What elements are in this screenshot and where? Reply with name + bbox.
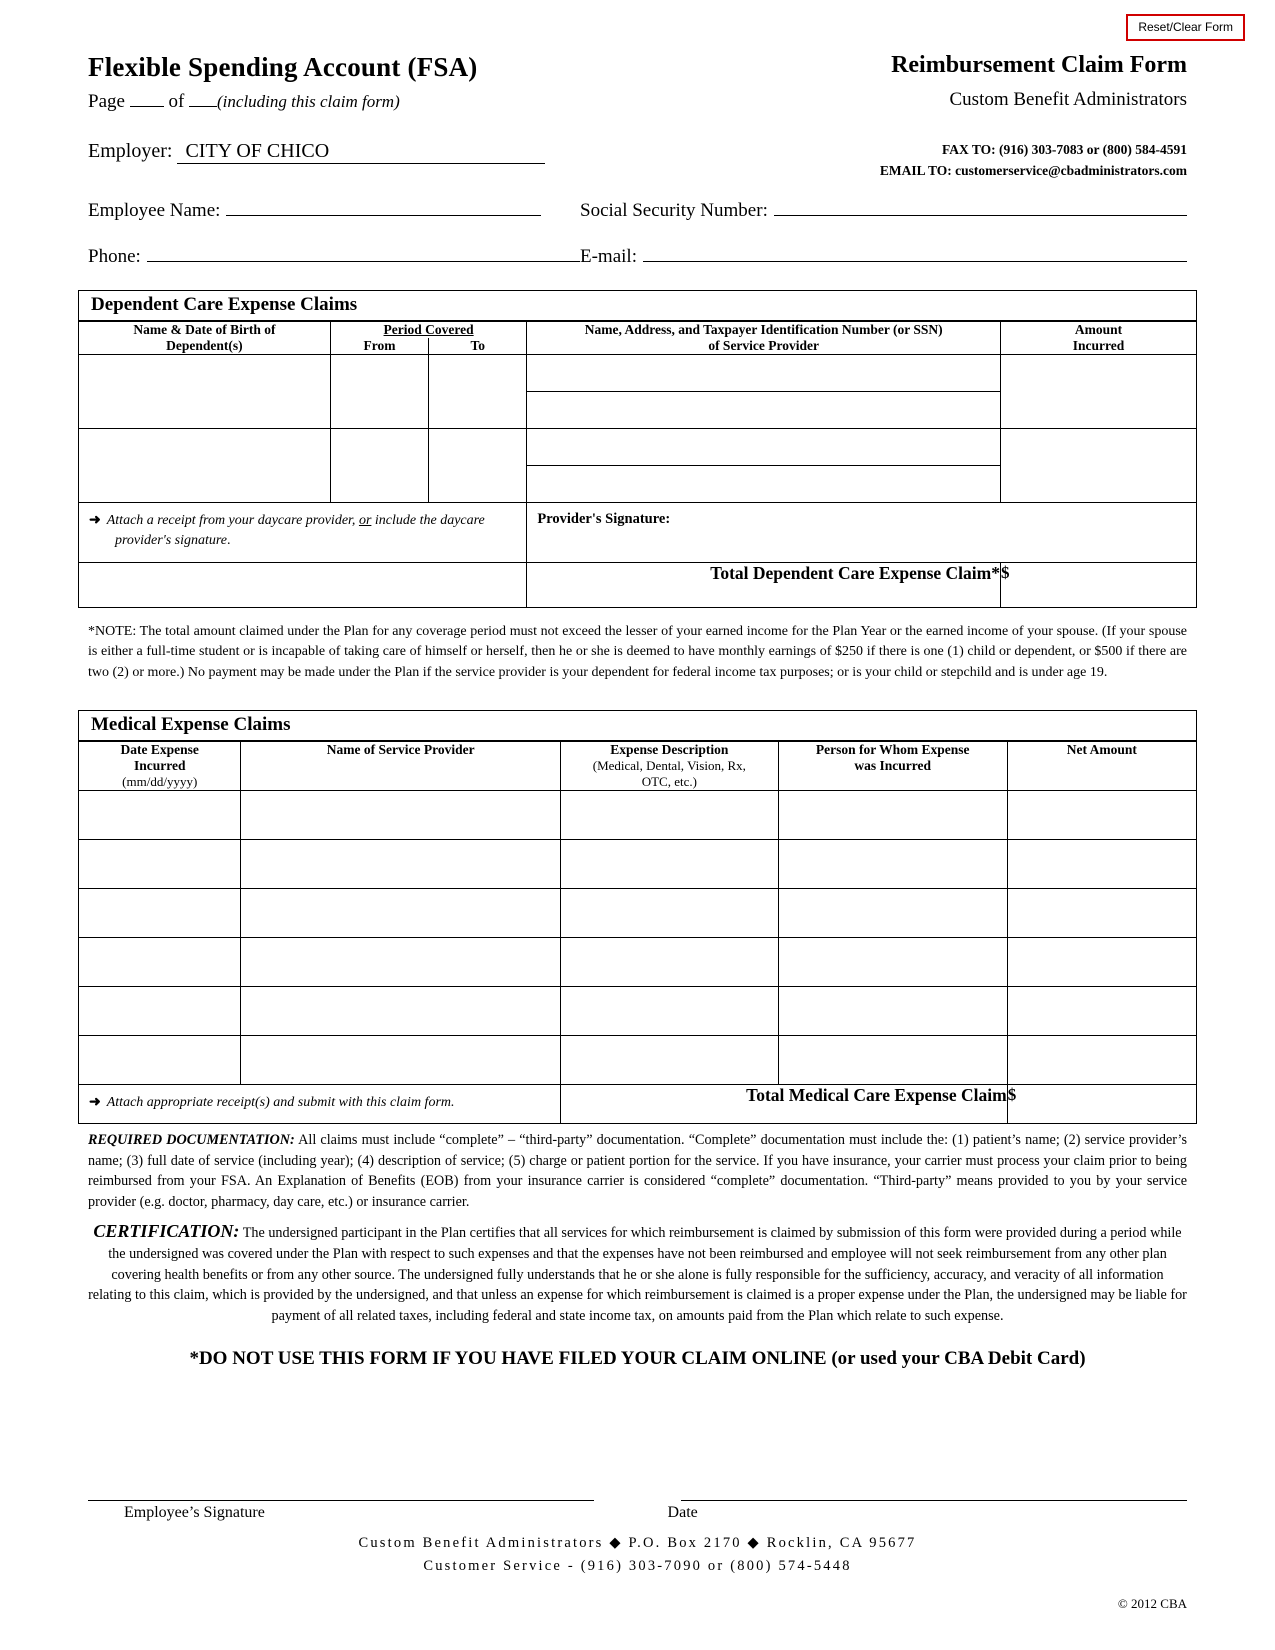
cell-provider-4[interactable] [527,466,1001,503]
table-row [79,355,1196,392]
email-label: E-mail: [580,246,637,267]
cell-date-1[interactable] [79,791,241,840]
col-period-to: To [429,338,527,355]
cell-provider-1[interactable] [241,791,560,840]
cell-person-4[interactable] [778,938,1007,987]
signature-block [88,1500,1187,1522]
cell-provider-3[interactable] [241,889,560,938]
table-row [79,889,1196,938]
date-label: Date [667,1504,698,1521]
date-line[interactable] [681,1500,1187,1501]
cell-amount-2[interactable] [1000,429,1196,503]
page-title: Flexible Spending Account (FSA) [88,52,478,82]
cell-desc-2[interactable] [560,840,778,889]
do-not-use-notice: *DO NOT USE THIS FORM IF YOU HAVE FILED YOUR CLAIM ONLINE (or used your CBA Debit Card) [189,1348,1086,1369]
medical-table [79,741,1196,1123]
attach-row [79,503,1196,563]
col-period-from: From [330,338,428,355]
medical-attach-note: ➜ Attach appropriate receipt(s) and submit with this claim form. [79,1085,560,1124]
page-number-line [88,91,478,113]
cell-to[interactable] [429,355,527,429]
col-net-amount: Net Amount [1007,742,1196,791]
employer-field[interactable]: CITY OF CHICO [177,140,545,164]
table-row [79,938,1196,987]
employer-label: Employer: [88,140,173,162]
copyright-notice: © 2012 CBA [1117,1596,1187,1611]
email-input[interactable] [643,244,1187,262]
cell-desc-4[interactable] [560,938,778,987]
required-documentation-heading: REQUIRED DOCUMENTATION: [88,1132,295,1148]
col-date-incurred: Date Expense Incurred (mm/dd/yyyy) [79,742,241,791]
cell-provider-5[interactable] [241,987,560,1036]
cell-net-5[interactable] [1007,987,1196,1036]
cell-amount[interactable] [1000,355,1196,429]
ssn-input[interactable] [774,198,1187,216]
arrow-icon: ➜ [89,1095,101,1110]
dependent-total-amount[interactable]: $ [1000,562,1196,607]
page-total-blank[interactable] [189,92,217,107]
cell-provider-4[interactable] [241,938,560,987]
cell-net-1[interactable] [1007,791,1196,840]
page-number-blank[interactable] [130,92,164,107]
col-amount-incurred: Amount Incurred [1000,322,1196,355]
daycare-attach-note: ➜ Attach a receipt from your daycare provider, or include the daycare provider's signature. [79,503,527,563]
page-prefix-label: Page [88,91,125,112]
reset-clear-form-button[interactable]: Reset/Clear Form [1126,14,1245,41]
cell-net-4[interactable] [1007,938,1196,987]
cell-desc-5[interactable] [560,987,778,1036]
employee-signature-line[interactable] [88,1500,594,1501]
total-spacer [79,562,527,607]
table-row [79,1036,1196,1085]
medical-total-row [79,1085,1196,1124]
provider-signature-cell[interactable]: Provider's Signature: [527,503,1196,563]
col-person-incurred: Person for Whom Expense was Incurred [778,742,1007,791]
col-service-provider: Name, Address, and Taxpayer Identification Number (or SSN) of Service Provider [527,322,1001,355]
page-note-label: (including this claim form) [217,92,400,111]
phone-input[interactable] [147,244,580,262]
required-documentation [88,1130,1187,1212]
table-row [79,791,1196,840]
certification-heading: CERTIFICATION: [93,1221,240,1241]
employee-name-input[interactable] [226,198,541,216]
dependent-care-title: Dependent Care Expense Claims [79,291,1196,321]
cell-date-5[interactable] [79,987,241,1036]
table-row [79,429,1196,466]
certification-body: The undersigned participant in the Plan certifies that all services for which reimbursement is claimed by submission of this form were provided during a period while the undersigned was covered under the Plan with respect to such expenses and that the expenses have not been reimbursed and employee will not seek reimbursement from any other plan covering health benefits or from any other source. The undersigned fully understands that he or she alone is fully responsible for the sufficiency, accuracy, and veracity of all information relating to this claim, which is provided by the undersigned, and that unless an expense for which reimbursement is claimed is a proper expense under the Plan, the undersigned may be liable for payment of all related taxes, including federal and state income tax, on amounts paid from the Plan which relate to such expense. [88,1225,1187,1324]
email-line: EMAIL TO: customerservice@cbadministrators.com [879,162,1187,178]
administrator-name: Custom Benefit Administrators [949,89,1187,110]
dependent-care-table [79,321,1196,607]
cell-net-6[interactable] [1007,1036,1196,1085]
cell-provider-3[interactable] [527,429,1001,466]
contact-block [880,140,1187,182]
cell-desc-6[interactable] [560,1036,778,1085]
medical-title: Medical Expense Claims [79,711,1196,741]
table-header-row [79,742,1196,791]
cell-provider[interactable] [527,355,1001,392]
employee-name-label: Employee Name: [88,200,221,221]
cell-dependent-name-2[interactable] [79,429,330,503]
cell-date-4[interactable] [79,938,241,987]
medical-total-amount[interactable]: $ [1007,1085,1196,1124]
cell-from[interactable] [330,355,428,429]
dependent-total-label: Total Dependent Care Expense Claim* [527,562,1001,607]
medical-section [78,710,1197,1124]
employer-row [88,140,545,164]
form-subtitle: Reimbursement Claim Form [891,52,1187,78]
employee-signature-label: Employee’s Signature [124,1504,265,1521]
arrow-icon: ➜ [89,513,101,528]
form-header [88,52,1187,113]
cell-date-6[interactable] [79,1036,241,1085]
cell-provider-2[interactable] [241,840,560,889]
cell-person-2[interactable] [778,840,1007,889]
cell-person-3[interactable] [778,889,1007,938]
table-row [79,840,1196,889]
dependent-care-note: *NOTE: The total amount claimed under the Plan for any coverage period must not exceed the lesser of your earned income for the Plan Year or the earned income of your spouse. (If your spouse is either a full-time student or is incapable of taking care of himself or herself, then he or she is deemed to have monthly earnings of $250 if there is one (1) child or dependent, or $500 if there are two (2) or more.) No payment may be made under the Plan if the service provider is your dependent for federal income tax purposes; or is your child or stepchild and is under age 19. [88,624,1187,680]
cell-provider-2[interactable] [527,392,1001,429]
medical-total-label: Total Medical Care Expense Claim [560,1085,1007,1124]
cell-net-2[interactable] [1007,840,1196,889]
table-row [79,987,1196,1036]
cell-person-1[interactable] [778,791,1007,840]
cell-to-2[interactable] [429,429,527,503]
required-documentation-body: All claims must include “complete” – “third-party” documentation. “Complete” documentation must include the: (1) patient’s name; (2) service provider’s name; (3) full date of service (including year); (4) description of service; (5) charge or patient portion for the service. If you have insurance, your carrier must process your claim prior to being reimbursed from your FSA. An Explanation of Benefits (EOB) from your insurance carrier is considered “complete” documentation. “Third-party” means provided to you by your service provider (e.g. doctor, pharmacy, day care, etc.) or insurance carrier. [88,1132,1187,1210]
cell-dependent-name[interactable] [79,355,330,429]
page-of-label: of [168,91,185,112]
certification [88,1218,1187,1326]
col-dependent-name: Name & Date of Birth of Dependent(s) [79,322,330,355]
cell-from-2[interactable] [330,429,428,503]
cell-net-3[interactable] [1007,889,1196,938]
ssn-label: Social Security Number: [580,200,768,221]
footer-line-2: Customer Service - (916) 303-7090 or (800) 574-5448 [423,1557,852,1574]
cell-desc-3[interactable] [560,889,778,938]
cell-date-2[interactable] [79,840,241,889]
col-period-covered: Period Covered [330,322,527,339]
employee-info [88,198,1187,290]
cell-person-6[interactable] [778,1036,1007,1085]
fax-line: FAX TO: (916) 303-7083 or (800) 584-4591 [942,142,1187,157]
cell-provider-6[interactable] [241,1036,560,1085]
dependent-care-section [78,290,1197,608]
cell-desc-1[interactable] [560,791,778,840]
phone-label: Phone: [88,246,141,267]
footer-line-1: Custom Benefit Administrators ◆ P.O. Box 2170 ◆ Rocklin, CA 95677 [358,1534,917,1551]
footer-address [0,1532,1275,1578]
col-service-provider-name: Name of Service Provider [241,742,560,791]
col-expense-description: Expense Description (Medical, Dental, Vision, Rx, OTC, etc.) [560,742,778,791]
total-row [79,562,1196,607]
table-header-row [79,322,1196,339]
cell-person-5[interactable] [778,987,1007,1036]
cell-date-3[interactable] [79,889,241,938]
